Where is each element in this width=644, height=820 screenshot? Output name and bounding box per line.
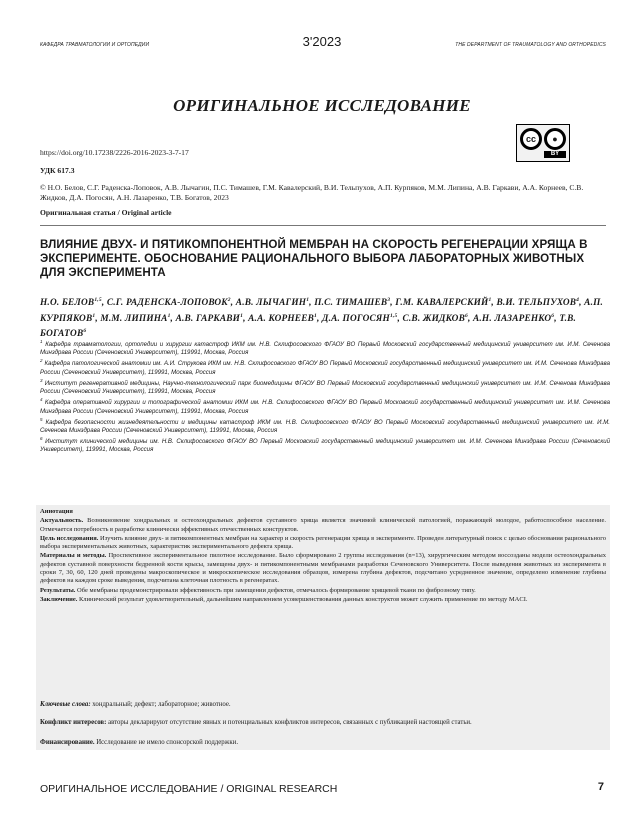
affiliation-item bbox=[40, 435, 610, 454]
conflict-label: Конфликт интересов: bbox=[40, 719, 107, 726]
author-name: А.П. КУРПЯКОВ bbox=[40, 298, 604, 324]
page-number: 7 bbox=[597, 781, 604, 793]
aim-text: Изучить влияние двух- и пятикомпонентных мембран на характер и скорость регенерации хряща в эксперименте. Проведен литературный поиск с целью обоснования рационального выбора экспериментальных животных, характеристик экспериментального дефекта хряща. bbox=[40, 534, 606, 551]
affiliation-number: 3 bbox=[40, 377, 43, 383]
affiliation-text: Кафедра патологической анатомии им. А.И. Струкова ИКМ им. Н.В. Склифосовского ФГАОУ ВО Первый Московский государственный медицинский университет им. И.М. Сеченова Минздрава России (Сеченовский Университет), 119991, Москва, Россия bbox=[40, 360, 610, 376]
affiliation-text: Институт регенеративной медицины, Научно-технологический парк биомедицины ФГАОУ ВО Первый Московский государственный медицинский университет им. И.М. Сеченова Минздрава России (Сеченовский Университет), 119991, Москва, Россия bbox=[40, 379, 610, 396]
affiliation-item bbox=[40, 338, 610, 357]
abstract-methods bbox=[40, 552, 606, 585]
affiliation-item bbox=[40, 377, 610, 396]
running-header-right: THE DEPARTMENT OF TRAUMATOLOGY AND ORTHOPEDICS bbox=[455, 42, 606, 48]
author-affiliation-mark: 1 bbox=[306, 297, 310, 303]
author-affiliation-mark: 6 bbox=[464, 312, 468, 319]
author-affiliation-mark: 4 bbox=[576, 297, 580, 303]
udk-code: УДК 617.3 bbox=[40, 166, 75, 175]
affiliation-text: Кафедра оперативной хирургии и топографической анатомии ИКМ им. Н.В. Склифосовского ФГАОУ ВО Первый Московский государственный медицинский университет им. И.М. Сеченова Минздрава России (Сеченовский Университет), 119991, Москва, Россия bbox=[40, 399, 610, 415]
author-name: Т.В. БОГАТОВ bbox=[40, 313, 577, 340]
author-name: Г.М. КАВАЛЕРСКИЙ bbox=[395, 298, 489, 309]
author-affiliation-mark: 1,5 bbox=[94, 297, 102, 303]
footer-section: ОРИГИНАЛЬНОЕ ИССЛЕДОВАНИЕ / ORIGINAL RESEARCH bbox=[40, 783, 338, 795]
affiliation-item bbox=[40, 416, 610, 435]
abstract-title: Аннотация bbox=[40, 508, 73, 515]
funding bbox=[40, 738, 610, 747]
abstract-results bbox=[40, 587, 606, 595]
attribution-person-icon: ● bbox=[544, 128, 566, 150]
aim-label: Цель исследования. bbox=[40, 534, 99, 542]
author-affiliation-mark: 1 bbox=[167, 312, 171, 319]
affiliation-item bbox=[40, 396, 610, 415]
results-text: Обе мембраны продемонстрировали эффективность при замещении дефектов, отмечалось формирование хрящевой ткани по фиброзному типу. bbox=[77, 586, 476, 594]
divider bbox=[40, 225, 606, 226]
conflict-text: авторы декларируют отсутствие явных и потенциальных конфликтов интересов, связанных с публикацией настоящей статьи. bbox=[108, 719, 472, 726]
author-affiliation-mark: 1 bbox=[240, 312, 244, 319]
funding-text: Исследование не имело спонсорской поддержки. bbox=[96, 739, 239, 746]
author-affiliation-mark: 6 bbox=[551, 312, 555, 319]
author-affiliation-mark: 1 bbox=[314, 312, 317, 319]
affiliation-text: Кафедра травматологии, ортопедии и хирургии катастроф ИКМ им. Н.В. Склифосовского ФГАОУ ВО Первый Московский государственный медицинский университет им. И.М. Сеченова Минздрава России (Сеченовский Университет), 119991, Москва, Россия bbox=[40, 341, 610, 357]
author-name: А.В. ЛЫЧАГИН bbox=[235, 298, 307, 309]
methods-label: Материалы и методы. bbox=[40, 552, 107, 560]
keywords bbox=[40, 700, 610, 709]
author-name: П.С. ТИМАШЕВ bbox=[314, 298, 388, 309]
keywords-label: Ключевые слова: bbox=[40, 701, 91, 708]
affiliations bbox=[40, 338, 610, 455]
author-name: С.Г. РАДЕНСКА-ЛОПОВОК bbox=[106, 298, 228, 309]
abstract-conclusion bbox=[40, 596, 606, 604]
author-name: М.М. ЛИПИНА bbox=[100, 313, 168, 324]
affiliation-number: 4 bbox=[40, 397, 43, 403]
affiliation-number: 1 bbox=[40, 339, 43, 344]
affiliation-item bbox=[40, 357, 610, 376]
author-affiliation-mark: 1,5 bbox=[389, 312, 398, 319]
author-name: А.В. ГАРКАВИ bbox=[175, 313, 241, 324]
results-label: Результаты. bbox=[40, 586, 76, 594]
article-title: ВЛИЯНИЕ ДВУХ- И ПЯТИКОМПОНЕНТНОЙ МЕМБРАН НА СКОРОСТЬ РЕГЕНЕРАЦИИ ХРЯЩА В ЭКСПЕРИМЕНТЕ. ОБОСНОВАНИЕ РАЦИОНАЛЬНОГО ВЫБОРА ЛАБОРАТОРНЫХ ЖИВОТНЫХ ДЛЯ ЭКСПЕРИМЕНТА bbox=[40, 238, 588, 279]
author-affiliation-mark: 6 bbox=[83, 328, 87, 335]
author-affiliation-mark: 1 bbox=[488, 297, 492, 303]
keywords-text: хондральный; дефект; лабораторное; животное. bbox=[92, 701, 231, 708]
doi-link[interactable]: https://doi.org/10.17238/2226-2016-2023-3-7-17 bbox=[40, 148, 189, 157]
relevance-text: Возникновение хондральных и остеохондральных дефектов суставного хряща является значимой клинической патологией, поражающей молодое, работоспособное население. Отмечается потребность в разработке клинически эффективных отечественных конструктов. bbox=[40, 517, 606, 533]
author-name: Д.А. ПОГОСЯН bbox=[322, 313, 390, 324]
author-affiliation-mark: 2 bbox=[227, 297, 231, 303]
running-header-left: КАФЕДРА ТРАВМАТОЛОГИИ И ОРТОПЕДИИ bbox=[40, 42, 150, 48]
abstract-box bbox=[36, 505, 610, 750]
author-name: А.А. КОРНЕЕВ bbox=[248, 313, 315, 324]
author-affiliation-mark: 1 bbox=[92, 312, 96, 319]
affiliation-number: 6 bbox=[40, 436, 43, 442]
affiliation-number: 5 bbox=[40, 416, 43, 422]
article-type: Оригинальная статья / Original article bbox=[40, 208, 172, 217]
funding-label: Финансирование. bbox=[40, 739, 95, 746]
affiliation-text: Институт клинической медицины им. Н.В. Склифосовского ФГАОУ ВО Первый Московский государственный медицинский университет им. И.М. Сеченова Минздрава России (Сеченовский Университет), 119991, Москва, Россия bbox=[40, 438, 610, 454]
conclusion-text: Клинический результат удовлетворительный, дальнейшим направлением усовершенствования данных конструктов может служить применение по методу MACI. bbox=[78, 595, 528, 603]
abstract-aim bbox=[40, 535, 606, 552]
section-title: ОРИГИНАЛЬНОЕ ИССЛЕДОВАНИЕ bbox=[173, 96, 471, 115]
cc-icon: cc bbox=[520, 128, 542, 150]
issue-number: 3'2023 bbox=[302, 34, 342, 49]
relevance-label: Актуальность. bbox=[40, 517, 84, 525]
affiliation-text: Кафедра безопасности жизнедеятельности и медицины катастроф ИКМ им. Н.В. Склифосовского ФГАОУ ВО Первый Московский государственный медицинский университет им. И.М. Сеченова Минздрава России (Сеченовский Университет), 119991, Москва, Россия bbox=[40, 418, 610, 434]
affiliation-number: 2 bbox=[40, 358, 43, 364]
conflict-of-interest bbox=[40, 718, 610, 727]
author-name: В.И. ТЕЛЬПУХОВ bbox=[496, 298, 577, 309]
author-name: С.В. ЖИДКОВ bbox=[402, 313, 465, 324]
author-name: А.Н. ЛАЗАРЕНКО bbox=[473, 313, 552, 324]
abstract-relevance bbox=[40, 517, 606, 534]
methods-text: Проспективное экспериментальное пилотное исследование. Было сформировано 2 группы исследования (n=13), хирургическим методом воссозданы модели остеохондральных дефектов суставной поверхности бедренной кости крысы, замещены двух- и пятикомпонентными мембранами разработки Сеченовского Университета. После выведения животных из эксперимента в сроки 7, 30, 60, 120 дней проведены макроскопическое и микроскопическое исследования образцов, измерена глубина дефектов, подсчитано усредненное значение, определено изменение глубины дефектов на каждом сроке выведения, подсчитана клеточная плотность в регенератах. bbox=[40, 552, 607, 585]
author-affiliation-mark: 3 bbox=[387, 297, 391, 303]
copyright-line: © Н.О. Белов, С.Г. Раденска-Лоповок, А.В. Лычагин, П.С. Тимашев, Г.М. Кавалерский, В.И. Тельпухов, А.П. Курпяков, М.М. Липина, А.В. Гаркави, А.А. Корнеев, С.В. Жидков, Д.А. Погосян, А.Н. Лазаренко, Т.В. Богатов, 2023 bbox=[40, 183, 584, 202]
conclusion-label: Заключение. bbox=[40, 595, 78, 603]
author-name: Н.О. БЕЛОВ bbox=[40, 298, 95, 309]
author-list: Н.О. БЕЛОВ$^{1,5}$, С.Г. РАДЕНСКА-ЛОПОВОК$^2$, А.В. ЛЫЧАГИН$^1$, П.С. ТИМАШЕВ$^3$, Г.М. КАВАЛЕРСКИЙ$^1$, В.И. ТЕЛЬПУХОВ$^4$, А.П. КУРПЯКОВ$^1$, М.М. ЛИПИНА$^1$, А.В. ГАРКАВИ$^1$, А.А. КОРНЕЕВ$^1$, Д.А. ПОГОСЯН$^{1,5}$, С.В. ЖИДКОВ$^6$, А.Н. ЛАЗАРЕНКО$^6$, Т.В. БОГАТОВ$^6$ bbox=[40, 297, 604, 340]
by-label: BY bbox=[544, 151, 566, 158]
